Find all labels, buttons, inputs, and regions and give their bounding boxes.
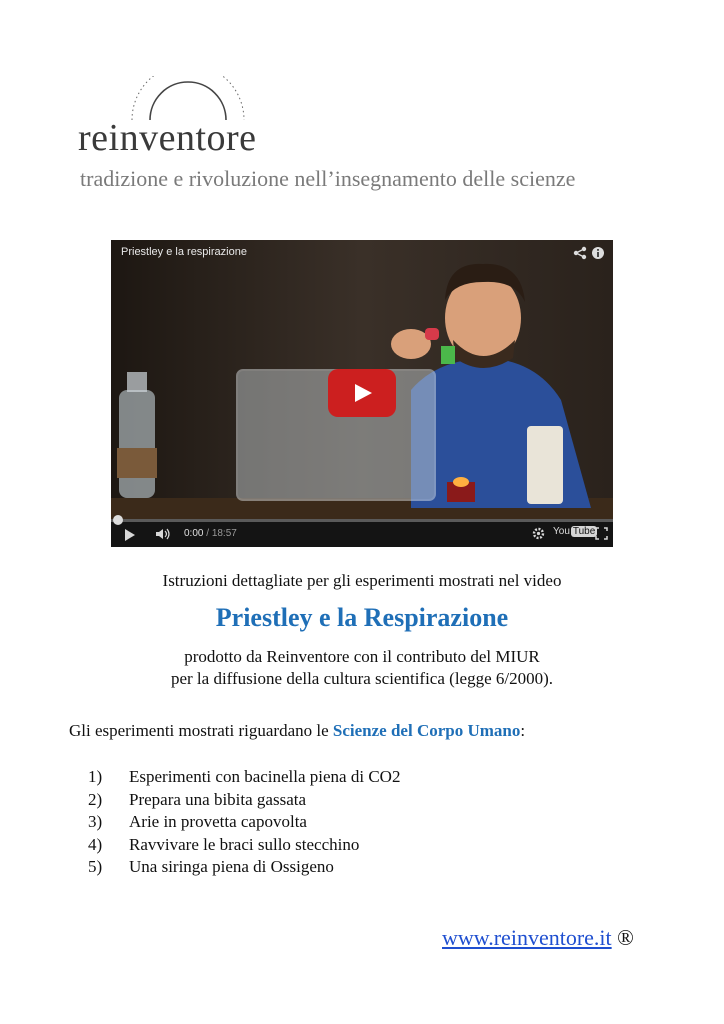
scrub-handle[interactable] (113, 515, 123, 525)
video-title-overlay: Priestley e la respirazione (121, 246, 247, 258)
time-display (184, 528, 237, 539)
list-item (88, 811, 400, 834)
play-icon[interactable] (125, 529, 135, 541)
experiment-list (88, 766, 400, 879)
topic-prefix: Gli esperimenti mostrati riguardano le (69, 721, 333, 740)
list-number: 1) (88, 767, 103, 786)
list-number: 5) (88, 857, 103, 876)
document-title: Priestley e la Respirazione (215, 603, 509, 632)
intro-text: Istruzioni dettagliate per gli esperimenti mostrati nel video (162, 571, 562, 590)
progress-bar[interactable] (111, 519, 613, 522)
video-player[interactable] (111, 240, 613, 547)
youtube-logo-tube: Tube (572, 526, 596, 537)
topic-highlight: Scienze del Corpo Umano (332, 721, 521, 740)
share-icon[interactable] (573, 246, 587, 260)
youtube-logo[interactable] (553, 526, 597, 537)
time-separator: / (203, 528, 212, 539)
logo-arc-icon (128, 76, 248, 120)
list-item (88, 834, 400, 857)
list-text: Una siringa piena di Ossigeno (129, 857, 334, 876)
list-number: 2) (88, 789, 103, 809)
registered-mark: ® (611, 925, 634, 950)
list-number: 4) (88, 834, 103, 854)
list-item (88, 856, 400, 879)
topic-line (69, 721, 525, 741)
fullscreen-icon[interactable] (595, 527, 608, 540)
list-item (88, 766, 400, 789)
list-text: Prepara una bibita gassata (129, 789, 307, 809)
list-item (88, 789, 400, 812)
list-text: Esperimenti con bacinella piena di CO2 (129, 767, 401, 786)
time-current: 0:00 (184, 528, 204, 539)
list-number: 3) (88, 812, 103, 831)
volume-icon[interactable] (155, 528, 171, 540)
produced-line-1: prodotto da Reinventore con il contributo del MIUR (184, 647, 540, 666)
list-text: Arie in provetta capovolta (129, 812, 307, 831)
youtube-logo-you: You (553, 526, 570, 537)
play-button[interactable] (328, 369, 396, 417)
gear-icon[interactable] (532, 527, 545, 540)
topic-suffix: : (520, 721, 526, 740)
website-line (442, 925, 634, 951)
list-text: Ravvivare le braci sullo stecchino (129, 834, 360, 854)
info-icon[interactable] (591, 246, 605, 260)
tagline: tradizione e rivoluzione nell’insegnamento delle scienze (80, 166, 576, 191)
time-duration: 18:57 (211, 528, 237, 539)
video-controls (111, 519, 613, 547)
produced-line-2: per la diffusione della cultura scientifica (legge 6/2000). (170, 669, 554, 688)
website-link[interactable]: www.reinventore.it (442, 925, 612, 950)
logo-name: reinventore (78, 117, 257, 159)
